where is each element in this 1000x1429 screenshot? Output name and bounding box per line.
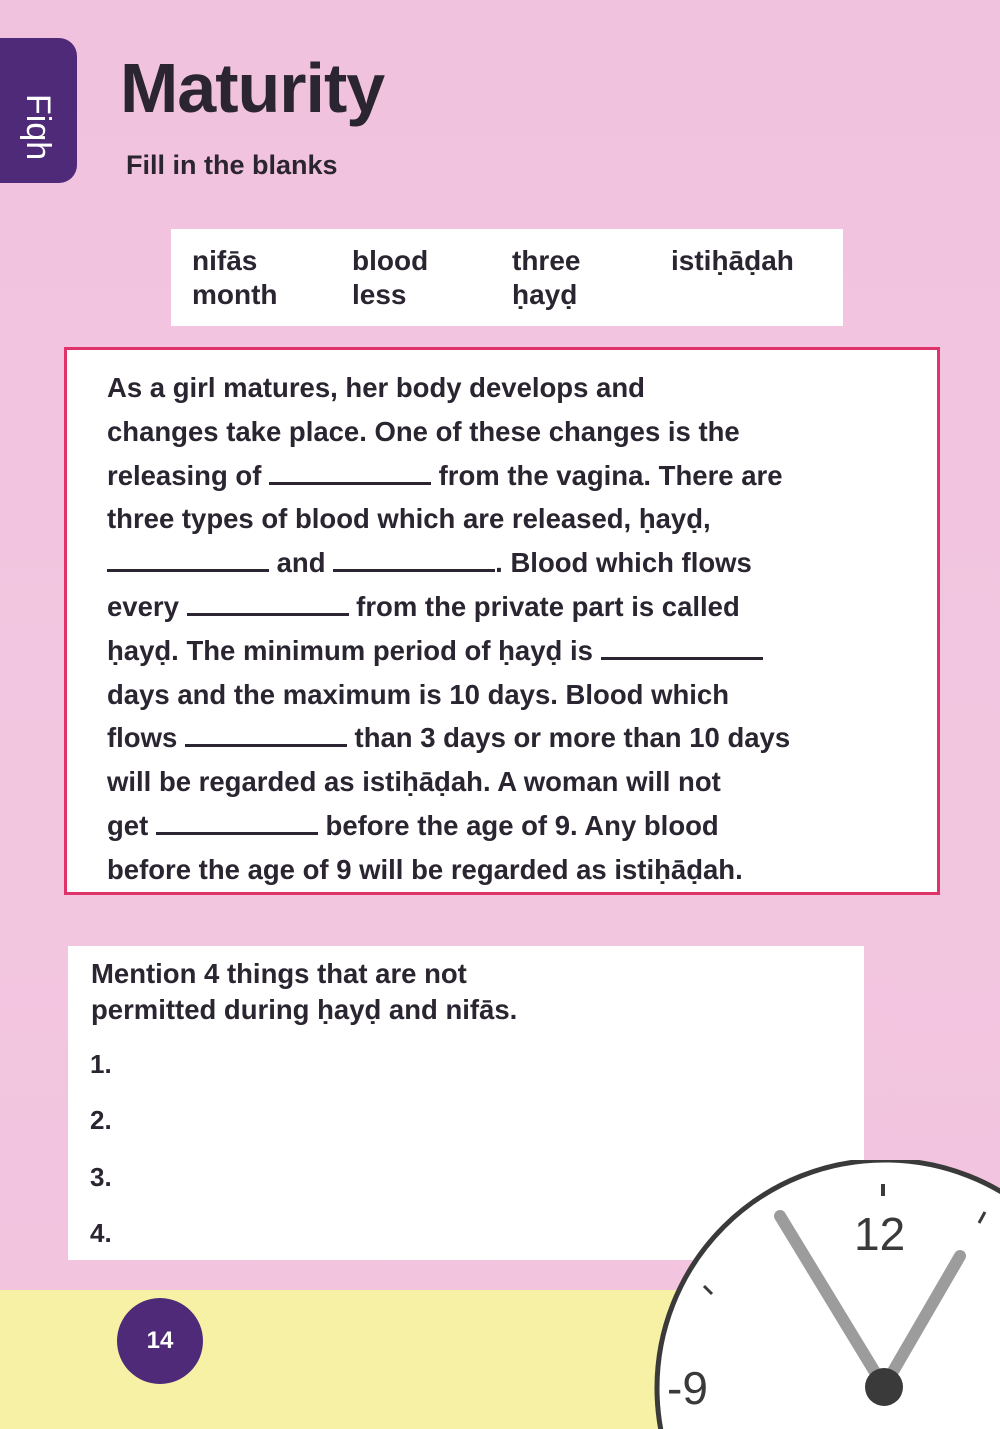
passage-line	[107, 848, 919, 892]
passage-text-segment: days and the maximum is 10 days. Blood which	[107, 678, 729, 710]
word-bank-item: three	[512, 245, 581, 276]
passage-text-segment: flows	[107, 722, 185, 754]
clock-label-12: 12	[854, 1208, 906, 1260]
word-bank-item: month	[192, 279, 278, 310]
passage-text-segment: three types of blood which are released, ḥayḍ,	[107, 503, 711, 535]
passage-line	[107, 585, 919, 629]
passage-text-segment: before the age of 9 will be regarded as istiḥāḍah.	[107, 853, 743, 885]
answer-item[interactable]: 3.	[90, 1162, 112, 1192]
fill-in-blank[interactable]	[156, 806, 318, 835]
passage-text-segment: and	[269, 547, 334, 579]
section-tab	[0, 38, 77, 183]
section-tab-label: Fiqh	[19, 94, 57, 161]
question-title-line: Mention 4 things that are not	[91, 958, 467, 989]
fill-in-blank[interactable]	[333, 543, 495, 572]
passage-line	[107, 629, 919, 673]
word-bank-item: ḥayḍ	[512, 279, 578, 310]
answer-item[interactable]: 4.	[90, 1218, 112, 1248]
answer-item[interactable]: 1.	[90, 1049, 112, 1079]
passage-box	[64, 347, 940, 895]
word-bank-item: less	[352, 279, 407, 310]
instructions: Fill in the blanks	[126, 150, 338, 180]
passage-line	[107, 804, 919, 848]
word-bank-item: istiḥāḍah	[671, 245, 794, 276]
clock-center	[865, 1368, 903, 1406]
passage-text	[107, 366, 919, 892]
passage-line	[107, 454, 919, 498]
passage-line	[107, 541, 919, 585]
word-bank-item: blood	[352, 245, 429, 276]
answer-item[interactable]: 2.	[90, 1105, 112, 1135]
clock-label-9: -9	[667, 1362, 708, 1414]
question-title-line: permitted during ḥayḍ and nifās.	[91, 994, 518, 1025]
passage-line	[107, 366, 919, 410]
passage-text-segment: from the vagina. There are	[431, 459, 783, 491]
clock-illustration	[640, 1160, 1000, 1429]
fill-in-blank[interactable]	[185, 718, 347, 747]
question-title	[91, 956, 691, 1028]
fill-in-blank[interactable]	[269, 456, 431, 485]
passage-text-segment: every	[107, 590, 187, 622]
fill-in-blank[interactable]	[601, 631, 763, 660]
passage-text-segment: . Blood which flows	[495, 547, 752, 579]
word-bank-item: nifās	[192, 245, 258, 276]
fill-in-blank[interactable]	[187, 587, 349, 616]
page-title: Maturity	[120, 49, 385, 127]
passage-line	[107, 410, 919, 454]
passage-line	[107, 497, 919, 541]
fill-in-blank[interactable]	[107, 543, 269, 572]
passage-text-segment: As a girl matures, her body develops and	[107, 372, 645, 403]
passage-text-segment: changes take place. One of these changes is the	[107, 415, 740, 447]
passage-text-segment: releasing of	[107, 459, 269, 491]
page-number: 14	[117, 1298, 203, 1384]
passage-text-segment: than 3 days or more than 10 days	[346, 722, 791, 754]
passage-line	[107, 760, 919, 804]
passage-text-segment: get	[107, 809, 156, 841]
word-bank	[171, 229, 843, 326]
passage-text-segment: will be regarded as istiḥāḍah. A woman will not	[107, 766, 721, 798]
passage-text-segment: ḥayḍ. The minimum period of ḥayḍ is	[107, 634, 601, 666]
passage-line	[107, 716, 919, 760]
passage-text-segment: before the age of 9. Any blood	[317, 809, 719, 841]
passage-line	[107, 673, 919, 717]
passage-text-segment: from the private part is called	[348, 590, 740, 622]
